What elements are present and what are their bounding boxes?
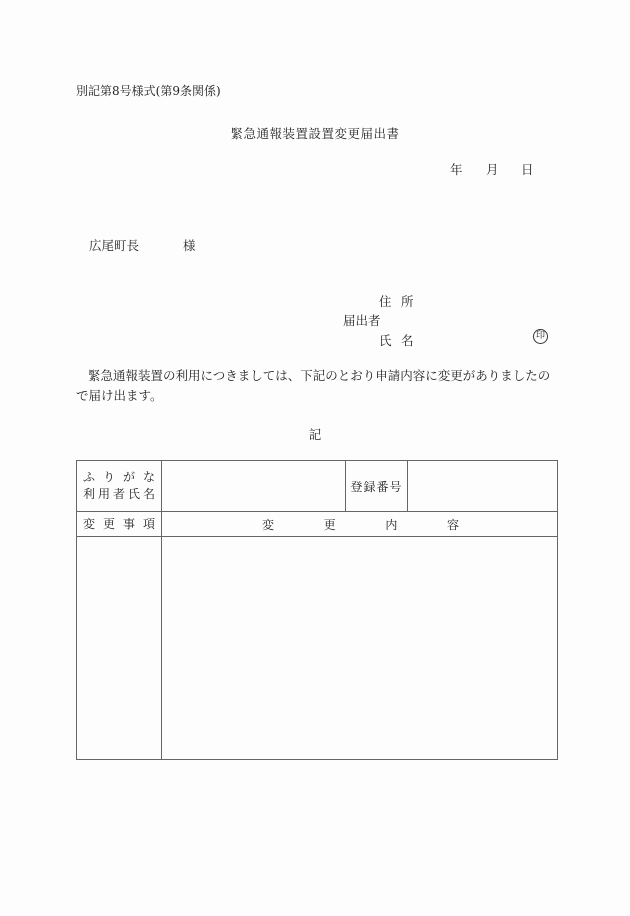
name-label-1: 氏 — [379, 333, 392, 348]
form-reference: 別記第8号様式(第9条関係) — [76, 84, 221, 98]
user-name-header — [77, 461, 162, 512]
addressee-name: 広尾町長 — [89, 238, 140, 253]
address-label-1: 住 — [379, 294, 392, 309]
change-item-field[interactable] — [77, 537, 162, 760]
date-day-label: 日 — [521, 162, 534, 177]
addressee-honorific: 様 — [183, 238, 196, 253]
table-row-content — [77, 537, 558, 760]
user-name-field[interactable] — [162, 461, 346, 512]
registration-number-label: 登録番号 — [346, 461, 408, 512]
furigana-label: ふ り が な — [83, 470, 155, 484]
registration-number-field[interactable] — [408, 461, 558, 512]
body-paragraph: 緊急通報装置の利用につきましては、下記のとおり申請内容に変更がありましたので届け出ます。 — [76, 368, 551, 403]
table-row-user — [77, 461, 558, 512]
date-month-label: 月 — [486, 162, 499, 177]
document-title: 緊急通報装置設置変更届出書 — [230, 126, 400, 141]
name-label-2: 名 — [401, 333, 414, 348]
user-name-label: 利 用 者 氏 名 — [83, 487, 155, 501]
change-content-field[interactable] — [162, 537, 558, 760]
address-label-2: 所 — [401, 294, 414, 309]
change-item-header: 変 更 事 項 — [77, 512, 162, 537]
applicant-label: 届出者 — [343, 313, 381, 328]
change-form-table — [76, 460, 558, 760]
table-row-header — [77, 512, 558, 537]
change-content-header: 変 更 内 容 — [162, 512, 558, 537]
seal-icon: 印 — [533, 329, 548, 344]
ki-heading: 記 — [308, 427, 322, 442]
date-year-label: 年 — [450, 162, 463, 177]
